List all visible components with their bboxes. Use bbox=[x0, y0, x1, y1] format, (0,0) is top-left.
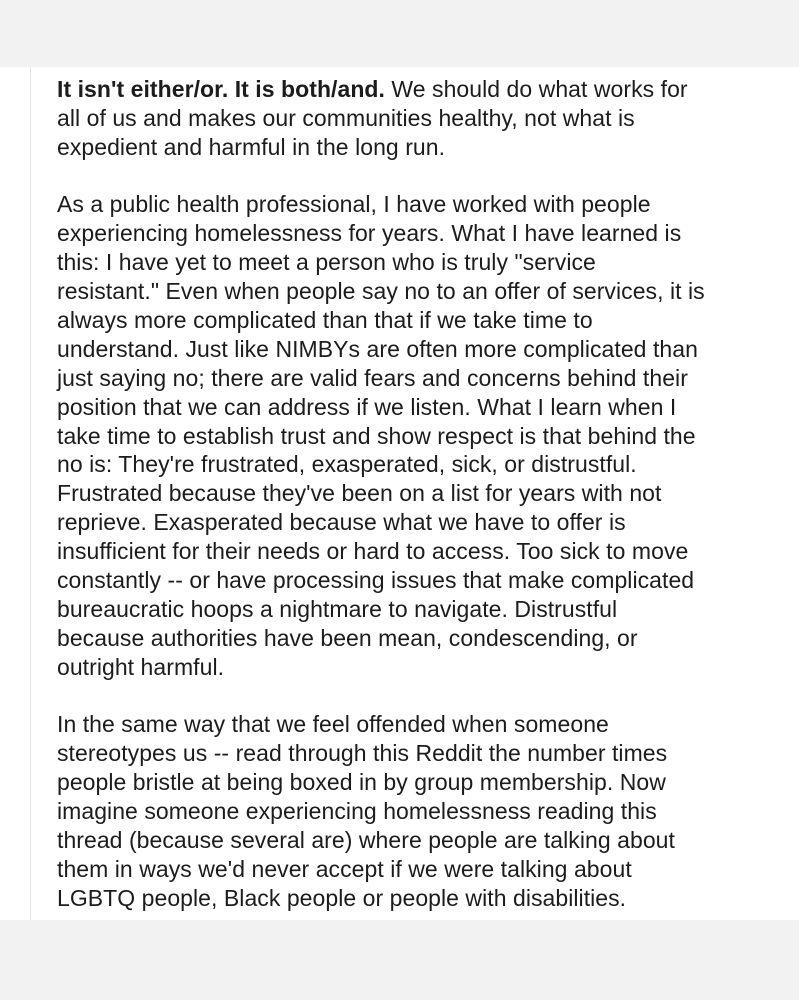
comment-paragraph-1-rest: We should do what works for all of us and makes our communities healthy, not what is expedient and harmful in the long run. bbox=[57, 76, 688, 160]
comment-paragraph-2: As a public health professional, I have worked with people experiencing homelessness for years. What I have learned is this: I have yet to meet a person who is truly "service resistant." Even when people say no to an offer of services, it is always more complicated than that if we take time to understand. Just like NIMBYs are often more complicated than just saying no; there are valid fears and concerns behind their position that we can address if we listen. What I learn when I take time to establish trust and show respect is that behind the no is: They're frustrated, exasperated, sick, or distrustful. Frustrated because they've been on a list for years with not reprieve. Exasperated because what we have to offer is insufficient for their needs or hard to access. Too sick to move constantly -- or have processing issues that make complicated bureaucratic hoops a nightmare to navigate. Distrustful because authorities have been mean, condescending, or outright harmful. bbox=[57, 191, 705, 680]
comment-panel bbox=[0, 67, 799, 920]
comment-bold-lead: It isn't either/or. It is both/and. bbox=[57, 76, 385, 102]
thread-line bbox=[30, 67, 31, 920]
comment-body bbox=[57, 75, 777, 913]
top-bar bbox=[0, 0, 799, 67]
comment-paragraph-1 bbox=[57, 75, 777, 162]
comment-paragraph-3: In the same way that we feel offended when someone stereotypes us -- read through this Reddit the number times people bristle at being boxed in by group membership. Now imagine someone experiencing homelessness reading this thread (because several are) where people are talking about them in ways we'd never accept if we were talking about LGBTQ people, Black people or people with disabilities. bbox=[57, 711, 675, 911]
bottom-bar bbox=[0, 920, 799, 1000]
